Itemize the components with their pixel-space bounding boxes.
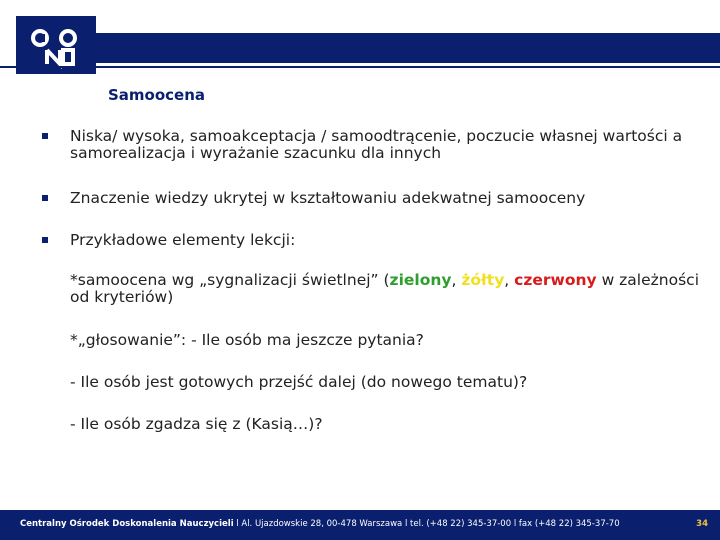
separator: , xyxy=(504,271,515,289)
bullet-item xyxy=(40,232,295,249)
bullet-text: Niska/ wysoka, samoakceptacja / samoodtrącenie, poczucie własnej wartości a samorealizacja i wyrażanie szacunku dla innych xyxy=(70,127,683,162)
footer-address: l Al. Ujazdowskie 28, 00-478 Warszawa l tel. (+48 22) 345-37-00 l fax (+48 22) 345-37-70 xyxy=(233,519,620,529)
slide-title: Samoocena xyxy=(108,86,206,104)
example-question: - Ile osób zgadza się z (Kasią…)? xyxy=(70,415,323,433)
example-question: - Ile osób jest gotowych przejść dalej (do nowego tematu)? xyxy=(70,373,528,391)
footer-text xyxy=(20,519,620,529)
bullet-text: Przykładowe elementy lekcji: xyxy=(70,231,296,249)
example-voting: *„głosowanie”: - Ile osób ma jeszcze pytania? xyxy=(70,331,424,349)
example-suffix: w zależności od kryteriów) xyxy=(70,271,699,306)
bullet-square-icon xyxy=(42,133,48,139)
header-bar xyxy=(96,33,720,63)
example-prefix: *samoocena wg „sygnalizacji świetlnej” ( xyxy=(70,271,390,289)
bullet-item xyxy=(40,128,690,162)
footer-org: Centralny Ośrodek Doskonalenia Nauczycieli xyxy=(20,519,234,529)
example-traffic-light xyxy=(70,272,700,306)
color-red-word: czerwony xyxy=(514,271,597,289)
footer-bar xyxy=(0,510,720,540)
separator: , xyxy=(451,271,462,289)
header-divider xyxy=(0,66,720,68)
color-green-word: zielony xyxy=(389,271,452,289)
page-number: 34 xyxy=(696,519,708,529)
bullet-square-icon xyxy=(42,195,48,201)
bullet-text: Znaczenie wiedzy ukrytej w kształtowaniu adekwatnej samooceny xyxy=(70,189,586,207)
color-yellow-word: żółty xyxy=(461,271,505,289)
bullet-item xyxy=(40,190,585,207)
bullet-square-icon xyxy=(42,237,48,243)
